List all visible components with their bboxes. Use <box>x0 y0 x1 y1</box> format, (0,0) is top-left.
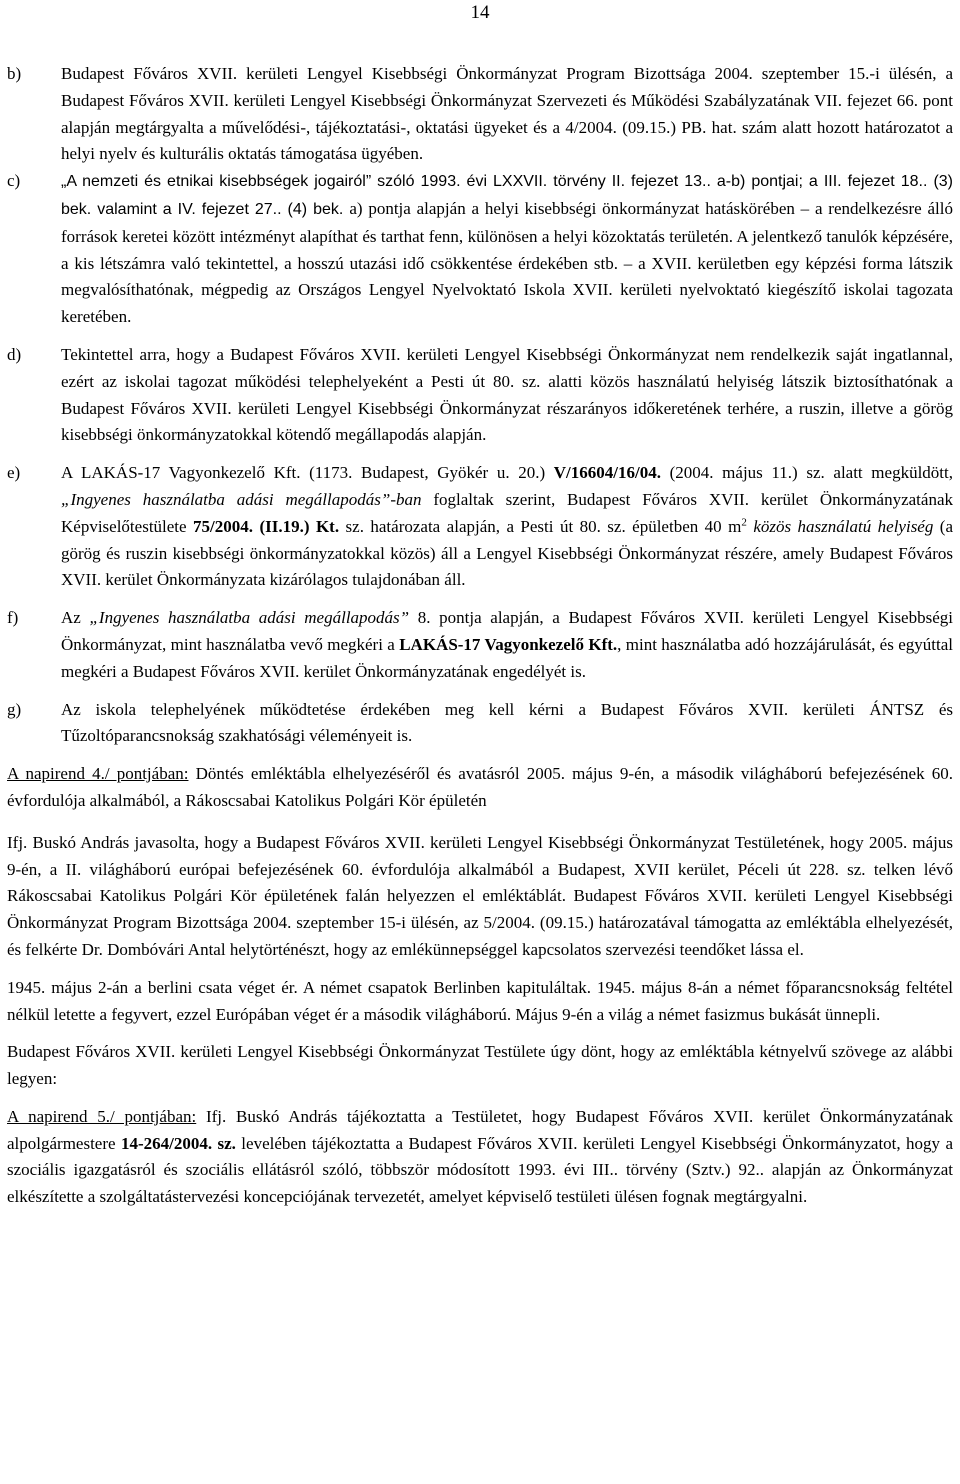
text-run: , mint használatba adó hozzájárulását, és egyúttal megkéri a Budapest Főváros XVII. kerület Önkormányzatának engedélyét is. <box>61 634 953 681</box>
text-run: Az <box>61 608 90 628</box>
document-body <box>7 61 953 1211</box>
text-run: 75/2004. (II.19.) Kt. <box>193 516 340 536</box>
text-run: LAKÁS-17 Vagyonkezelő Kft. <box>399 634 618 654</box>
text-run: (a görög és ruszin kisebbségi önkormányzatokkal közös) áll a Lengyel Kisebbségi Önkormányzat részére, amely Budapest Főváros XVII. kerület Önkormányzata kizárólagos tulajdonában áll. <box>61 516 954 590</box>
list-item-label: g) <box>7 699 22 719</box>
list-item-e <box>7 460 953 594</box>
text-run: Ifj. Buskó András javasolta, hogy a Budapest Főváros XVII. kerületi Lengyel Kisebbségi Önkormányzat Testületének, hogy 2005. május 9-én, a II. világháború európai befejezésének 60. évfordulója alkalmából a Budapest, XVII kerület, Péceli út 228. sz. telken lévő Rákoscsabai Katolikus Polgári Kör épületének falán helyezzen el emléktáblát. Budapest Főváros XVII. kerületi Lengyel Kisebbségi Önkormányzat Program Bizottsága 2004. szeptember 15-i ülésén, az 5/2004. (09.15.) határozatával támogatta az emléktábla elhelyezését, és felkérte Dr. Dombóvári Antal helytörténészt, hogy az emlékünnepséggel kapcsolatos szervezési teendőket lássa el. <box>7 832 953 959</box>
paragraph-history <box>7 975 953 1029</box>
text-run: 8. pontja alapján, a Budapest Főváros XVII. kerületi Lengyel Kisebbségi Önkormányzat, mint használatba vevő megkéri a <box>61 608 953 654</box>
list-item-c <box>7 168 953 331</box>
list-item-d <box>7 342 953 449</box>
text-run: Budapest Főváros XVII. kerületi Lengyel Kisebbségi Önkormányzat Program Bizottsága 2004. szeptember 15.-i ülésén, a Budapest Főváros XVII. kerületi Lengyel Kisebbségi Önkormányzat Szervezeti és Működési Szabályzatának VII. fejezet 66. pont alapján megtárgyalta a művelődési-, tájékoztatási-, oktatási ügyeket és a 4/2004. (09.15.) PB. hat. szám alatt hozott határozatot a helyi nyelv és kulturális oktatás támogatása ügyében. <box>61 64 953 164</box>
list-item-f <box>7 605 953 685</box>
list-item-label: e) <box>7 463 21 483</box>
list-item-text <box>61 342 953 449</box>
text-run: „Ingyenes használatba adási megállapodás” <box>89 608 410 628</box>
paragraph-napirend-4 <box>7 761 953 815</box>
text-run: Tekintettel arra, hogy a Budapest Főváros XVII. kerületi Lengyel Kisebbségi Önkormányzat nem rendelkezik saját ingatlannal, ezért az iskolai tagozat működési telephelyeként a Pesti út 80. sz. alatti közös használatú helyiség látszik biztosíthatónak a Budapest Főváros XVII. kerületi Lengyel Kisebbségi Önkormányzat részarányos időkeretének terhére, a ruszin, illetve a görög kisebbségi önkormányzatokkal kötendő megállapodás alapján. <box>61 344 953 445</box>
body-paragraphs <box>7 761 953 1211</box>
paragraph-napirend-5 <box>7 1104 953 1211</box>
list-item-text <box>61 460 953 594</box>
text-run: 1945. május 2-án a berlini csata véget ér. A német csapatok Berlinben kapituláltak. 1945. május 8-án a német főparancsnokság feltétel nélkül letette a fegyvert, ezzel Európában véget ér a második világháború. Május 9-én a világ a német fasizmus bukását ünnepli. <box>7 977 953 1024</box>
list-item-text <box>61 605 953 685</box>
text-run: Ifj. Buskó András tájékoztatta a Testületet, hogy Budapest Főváros XVII. kerület Önkormányzatának alpolgármestere <box>7 1106 953 1153</box>
list-item-label: c) <box>7 171 21 191</box>
text-run: A napirend 4./ pontjában: <box>7 764 189 784</box>
list-item-label: b) <box>7 64 22 83</box>
lettered-list <box>7 61 953 750</box>
text-run: levelében tájékoztatta a Budapest Főváros XVII. kerületi Lengyel Kisebbségi Önkormányzatot, hogy a szociális igazgatásról és szociális ellátásról szóló, többször módosított 1993. évi III.. törvény (Sztv.) 92.. alapján az Önkormányzat elkészítette a szolgáltatástervezési koncepciójának tervezetét, amelyet képviselő testületi ülésen fognak megtárgyalni. <box>7 1133 953 1207</box>
paragraph-decision <box>7 1039 953 1093</box>
list-item-label: d) <box>7 344 22 364</box>
list-item-text <box>61 697 953 751</box>
text-run: Az iskola telephelyének működtetése érdekében meg kell kérni a Budapest Főváros XVII. kerületi ÁNTSZ és Tűzoltóparancsnokság szakhatósági véleményeit is. <box>61 699 953 746</box>
list-item-text <box>61 168 953 331</box>
text-run: (2004. május 11.) sz. alatt megküldött, <box>660 463 953 483</box>
list-item-g <box>7 697 953 751</box>
list-item-b <box>7 61 953 168</box>
paragraph-busko <box>7 830 953 964</box>
text-run: V/16604/16/04. <box>553 463 661 483</box>
text-run: sz. határozata alapján, a Pesti út 80. sz. épületben 40 m <box>339 516 742 536</box>
text-run: 2 <box>741 516 747 529</box>
page-number: 14 <box>470 2 490 23</box>
text-run: „Ingyenes használatba adási megállapodás”-ban <box>61 489 422 509</box>
list-item-text <box>61 61 953 168</box>
text-run: foglaltak szerint, Budapest Főváros XVII. kerület Önkormányzatának Képviselőtestülete <box>61 489 953 536</box>
text-run: A LAKÁS-17 Vagyonkezelő Kft. (1173. Budapest, Gyökér u. 20.) <box>61 463 554 483</box>
text-run: sz. <box>217 1133 236 1153</box>
text-run: közös használatú helyiség <box>753 516 934 536</box>
text-run: „A nemzeti és etnikai kisebbségek jogairól” szóló 1993. évi LXXVII. törvény II. fejezet 13.. a-b) pontjai; a III. fejezet 18.. (3) bek. valamint a IV. fejezet 27.. (4) bek. <box>61 173 953 218</box>
text-run: 14-264/2004. <box>120 1133 213 1153</box>
text-run: Budapest Főváros XVII. kerületi Lengyel Kisebbségi Önkormányzat Testülete úgy dönt, hogy az emléktábla kétnyelvű szövege az alábbi legyen: <box>7 1042 953 1089</box>
text-run: a) pontja alapján a helyi kisebbségi önkormányzat hatáskörében – a rendelkezésre álló források keretei között intézményt alapíthat és tarthat fenn, különösen a helyi közoktatás területén. A jelentkező tanulók képzésére, a kis létszámra való tekintettel, a hosszú utazási idő csökkentése érdekében stb. – a XVII. kerületben egy képzési forma látszik megvalósíthatónak, mégpedig az Országos Lengyel Nyelvoktató Iskola XVII. kerületi nyelvoktató kiegészítő iskolai tagozata keretében. <box>61 198 954 327</box>
text-run: A napirend 5./ pontjában: <box>7 1106 197 1126</box>
text-run: Döntés emléktábla elhelyezéséről és avatásról 2005. május 9-én, a második világháború befejezésének 60. évfordulója alkalmából, a Rákoscsabai Katolikus Polgári Kör épületén <box>7 764 953 810</box>
list-item-label: f) <box>7 608 19 628</box>
